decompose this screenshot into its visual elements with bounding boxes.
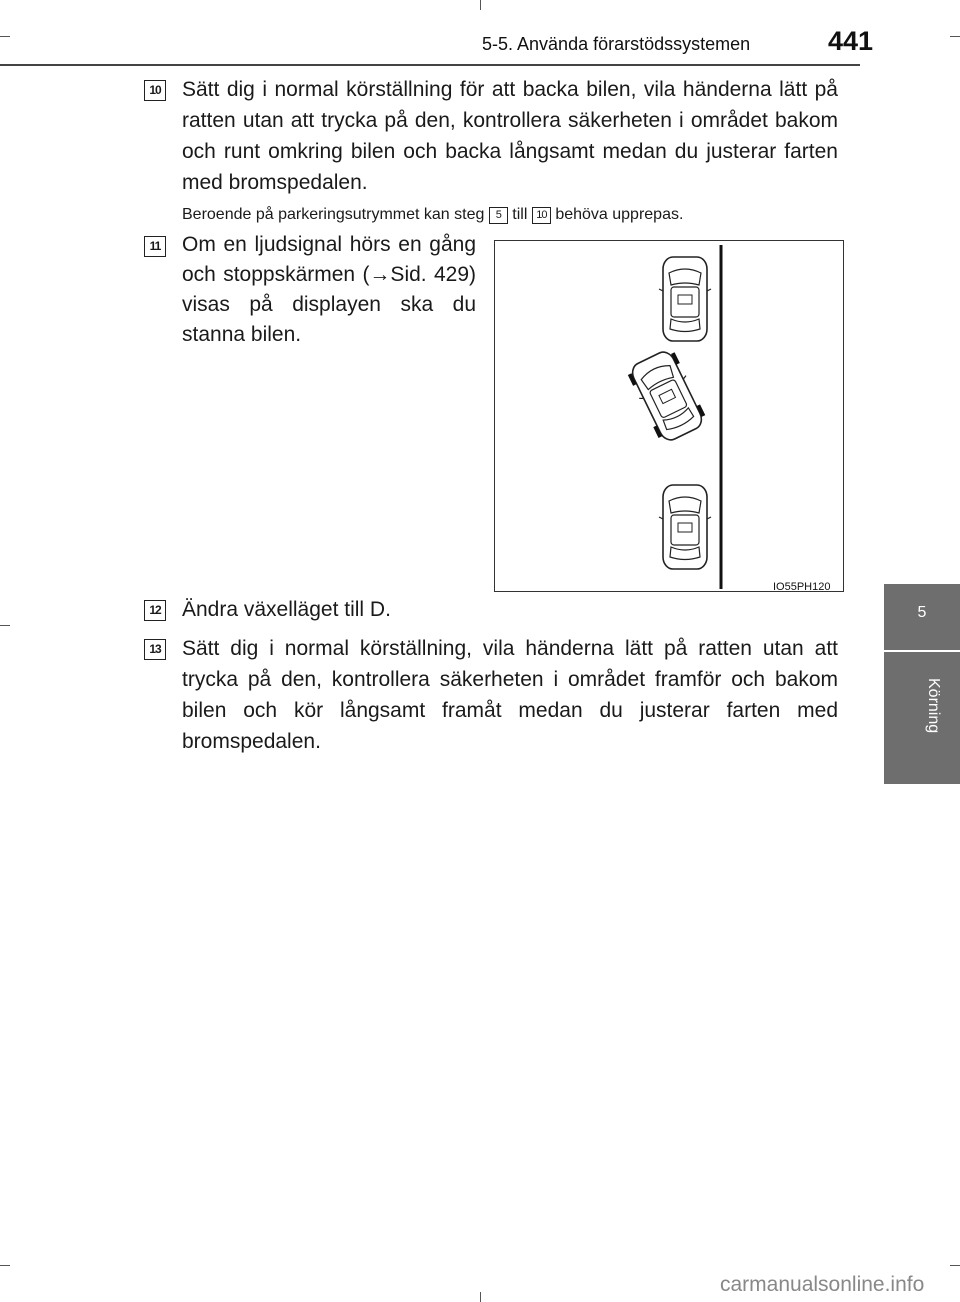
- parking-illustration: [494, 240, 844, 592]
- chapter-label: Körning: [925, 678, 942, 734]
- reversing-car: [625, 347, 709, 445]
- parking-diagram: [495, 241, 844, 592]
- parked-car-rear: [659, 485, 711, 569]
- crop-mark: [0, 625, 10, 626]
- crop-mark: [0, 36, 10, 37]
- step-text: Om en ljudsignal hörs en gång och stoppskärmen (→Sid. 429) visas på displayen ska du stanna bilen.: [182, 233, 476, 346]
- chapter-tab-divider: [884, 650, 960, 652]
- step-text: Ändra växelläget till D.: [182, 598, 391, 621]
- step-note: [182, 204, 838, 226]
- note-text-middle: till: [512, 206, 528, 223]
- crop-mark: [0, 1265, 10, 1266]
- note-step-badge: 10: [532, 207, 551, 224]
- step-text: Sätt dig i normal körställning, vila händerna lätt på ratten utan att trycka på den, kontrollera säkerheten i området framför och bakom bilen och kör långsamt framåt medan du justerar farten med bromspedalen.: [182, 637, 838, 753]
- step-badge: 10: [144, 80, 166, 101]
- crop-mark: [950, 1265, 960, 1266]
- chapter-number: 5: [917, 604, 927, 621]
- section-title: 5-5. Använda förarstödssystemen: [482, 34, 751, 54]
- parked-car-front: [659, 257, 711, 341]
- chapter-tab[interactable]: [884, 584, 960, 784]
- note-text-before: Beroende på parkeringsutrymmet kan steg: [182, 206, 485, 223]
- step-badge: 11: [144, 236, 166, 257]
- step-badge: 12: [144, 600, 166, 621]
- step-badge: 13: [144, 639, 166, 660]
- note-step-badge: 5: [489, 207, 508, 224]
- crop-mark: [950, 36, 960, 37]
- crop-mark: [480, 1292, 481, 1302]
- watermark: carmanualsonline.info: [720, 1273, 925, 1296]
- note-text-after: behöva upprepas.: [555, 206, 684, 223]
- header-divider: [0, 64, 860, 66]
- step-text: Sätt dig i normal körställning för att backa bilen, vila händerna lätt på ratten utan att trycka på den, kontrollera säkerheten i området bakom och runt omkring bilen och backa långsamt medan du justerar farten med bromspedalen.: [182, 78, 838, 194]
- page-number: 441: [828, 26, 874, 56]
- crop-mark: [480, 0, 481, 10]
- figure-code: IO55PH120: [773, 581, 831, 592]
